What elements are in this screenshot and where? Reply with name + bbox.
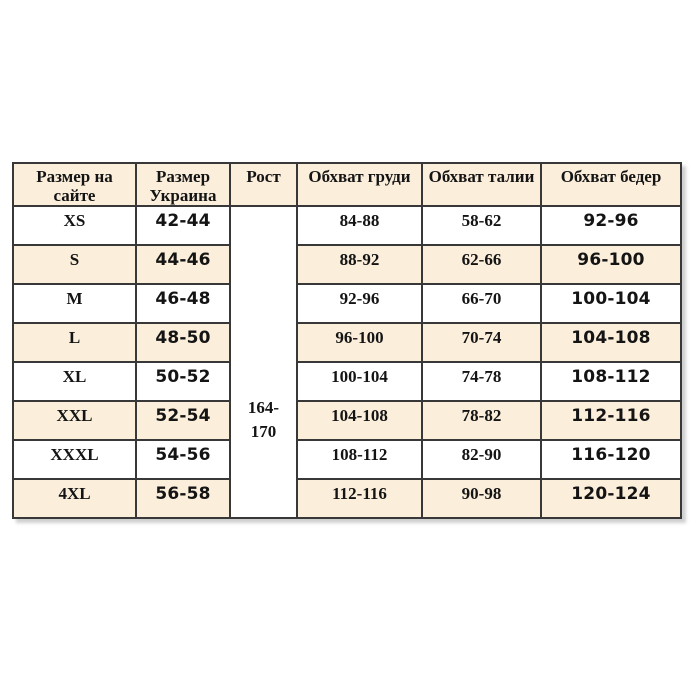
cell-ukraine-size: 44-46 (136, 245, 230, 284)
cell-waist: 82-90 (422, 440, 541, 479)
cell-ukraine-size: 48-50 (136, 323, 230, 362)
cell-waist: 78-82 (422, 401, 541, 440)
header-size-ukraine: Размер Украина (136, 163, 230, 206)
header-chest: Обхват груди (297, 163, 422, 206)
cell-site-size: S (13, 245, 136, 284)
cell-hips: 92-96 (541, 206, 681, 245)
cell-hips: 108-112 (541, 362, 681, 401)
cell-waist: 66-70 (422, 284, 541, 323)
cell-chest: 84-88 (297, 206, 422, 245)
table-header-row (13, 163, 681, 206)
cell-chest: 96-100 (297, 323, 422, 362)
cell-hips: 120-124 (541, 479, 681, 518)
cell-hips: 100-104 (541, 284, 681, 323)
cell-waist: 58-62 (422, 206, 541, 245)
cell-hips: 104-108 (541, 323, 681, 362)
cell-ukraine-size: 52-54 (136, 401, 230, 440)
table-row-s (13, 245, 681, 284)
cell-site-size: XS (13, 206, 136, 245)
cell-site-size: XXL (13, 401, 136, 440)
cell-chest: 92-96 (297, 284, 422, 323)
cell-ukraine-size: 46-48 (136, 284, 230, 323)
cell-site-size: L (13, 323, 136, 362)
table-row-xl (13, 362, 681, 401)
cell-ukraine-size: 54-56 (136, 440, 230, 479)
cell-ukraine-size: 50-52 (136, 362, 230, 401)
table-row-xs (13, 206, 681, 245)
cell-hips: 96-100 (541, 245, 681, 284)
size-chart-table (12, 162, 682, 519)
header-size-site: Размер на сайте (13, 163, 136, 206)
cell-chest: 112-116 (297, 479, 422, 518)
cell-waist: 70-74 (422, 323, 541, 362)
cell-chest: 108-112 (297, 440, 422, 479)
cell-site-size: M (13, 284, 136, 323)
header-height: Рост (230, 163, 297, 206)
cell-chest: 100-104 (297, 362, 422, 401)
cell-waist: 90-98 (422, 479, 541, 518)
table-row-4xl (13, 479, 681, 518)
cell-waist: 62-66 (422, 245, 541, 284)
cell-site-size: 4XL (13, 479, 136, 518)
header-waist: Обхват талии (422, 163, 541, 206)
table-row-l (13, 323, 681, 362)
table-row-xxxl (13, 440, 681, 479)
cell-height-merged (230, 206, 297, 518)
cell-site-size: XXXL (13, 440, 136, 479)
cell-site-size: XL (13, 362, 136, 401)
cell-chest: 88-92 (297, 245, 422, 284)
cell-chest: 104-108 (297, 401, 422, 440)
cell-ukraine-size: 56-58 (136, 479, 230, 518)
height-value: 164-170 (247, 398, 280, 442)
cell-hips: 116-120 (541, 440, 681, 479)
header-hips: Обхват бедер (541, 163, 681, 206)
table-row-m (13, 284, 681, 323)
table-row-xxl (13, 401, 681, 440)
cell-hips: 112-116 (541, 401, 681, 440)
cell-ukraine-size: 42-44 (136, 206, 230, 245)
cell-waist: 74-78 (422, 362, 541, 401)
